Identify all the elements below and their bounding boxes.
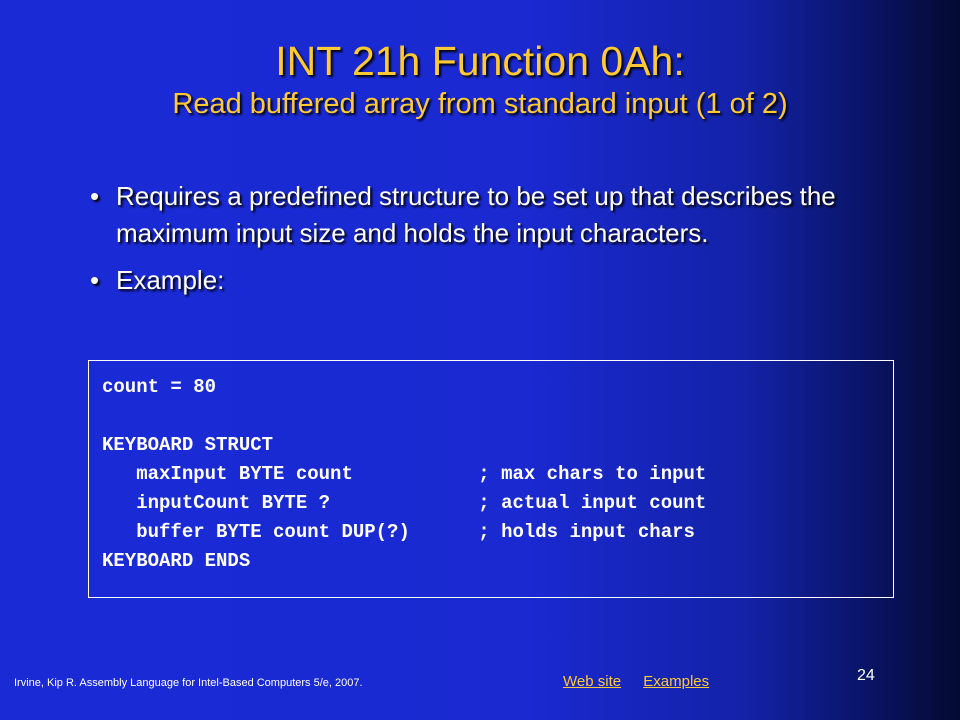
code-example-box [88, 360, 894, 598]
code-line: buffer BYTE count DUP(?) ; holds input chars [102, 521, 695, 543]
bullet-item [88, 178, 848, 252]
footer-links [563, 673, 727, 690]
code-line: inputCount BYTE ? ; actual input count [102, 492, 707, 514]
code-line: maxInput BYTE count ; max chars to input [102, 463, 707, 485]
bullet-item [88, 262, 848, 299]
slide-subtitle: Read buffered array from standard input (1 of 2) [172, 88, 788, 120]
slide-title-block [0, 36, 960, 122]
code-line: KEYBOARD ENDS [102, 550, 251, 572]
code-block [102, 373, 706, 576]
code-line: KEYBOARD STRUCT [102, 434, 274, 456]
code-line: count = 80 [102, 376, 217, 398]
web-site-link[interactable]: Web site [563, 673, 622, 690]
code-line [102, 402, 706, 431]
page-number: 24 [857, 667, 875, 684]
bullet-text: Requires a predefined structure to be set up that describes the maximum input size and holds the input characters. [116, 181, 836, 248]
citation-text: Irvine, Kip R. Assembly Language for Intel-Based Computers 5/e, 2007. [14, 677, 363, 689]
bullet-text: Example: [116, 265, 225, 295]
examples-link[interactable]: Examples [643, 673, 710, 690]
bullet-list [88, 178, 848, 309]
bullet-dot-icon: • [90, 265, 100, 295]
bullet-dot-icon: • [90, 181, 100, 211]
slide-title: INT 21h Function 0Ah: [275, 38, 685, 84]
